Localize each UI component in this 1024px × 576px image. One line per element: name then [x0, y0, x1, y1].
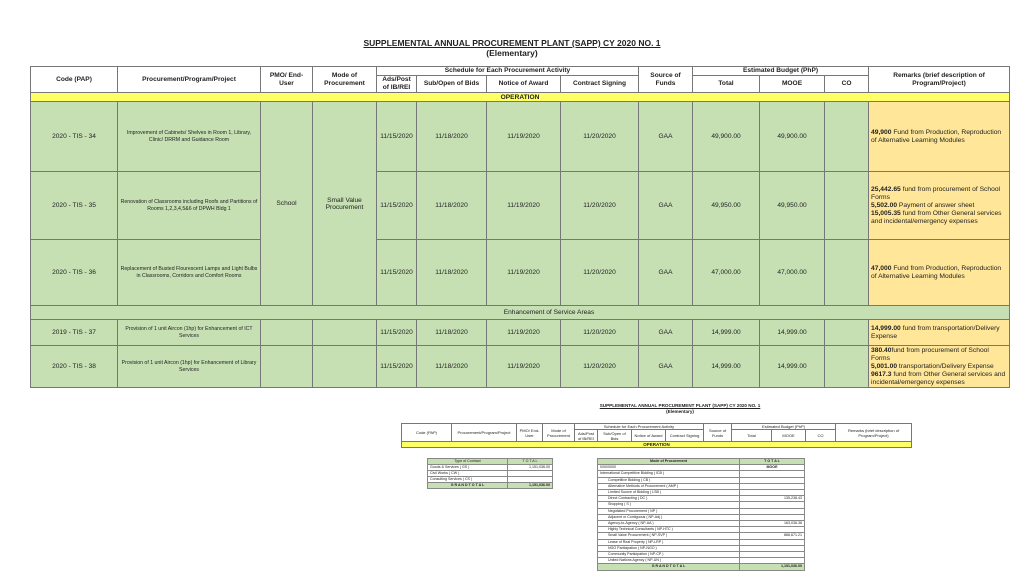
cell-mooe: 49,900.00: [760, 102, 825, 172]
contract-label: Consulting Services ( CS ): [428, 477, 508, 483]
cell-contract: 11/20/2020: [561, 102, 639, 172]
cell-project: Renovation of Classrooms including Roofs and Partitions of Rooms 1,2,3,4,5&6 of DPWH Bldg 1: [118, 172, 261, 240]
cell-pmo: [261, 346, 313, 388]
header-pmo: PMO/ End-User: [261, 67, 313, 93]
mode-label: Limited Source of Bidding ( LSB ): [598, 490, 740, 496]
cell-noa: 11/19/2020: [487, 346, 561, 388]
mini-header-contract: Contract Signing: [666, 430, 704, 442]
remark-text: Payment of answer sheet: [897, 201, 975, 209]
table-row: [31, 102, 1010, 172]
header-budget: Estimated Budget (PhP): [693, 67, 869, 76]
remark-text: fund from Other General services and incidental/emergency expenses: [871, 370, 1006, 386]
mode-label: Community Participation ( NP-CP ): [598, 552, 740, 558]
title-line-1: SUPPLEMENTAL ANNUAL PROCUREMENT PLANT (SAPP) CY 2020 NO. 1: [363, 38, 661, 48]
cell-mode: [313, 320, 377, 346]
mode-summary-table: [597, 458, 805, 571]
cell-project: Replacement of Busted Flourescent Lamps and Light Bulbs in Classrooms, Corridors and Comfort Rooms: [118, 240, 261, 306]
cell-contract: 11/20/2020: [561, 240, 639, 306]
mode-label: Small Value Procurement ( NP-SVP ): [598, 533, 740, 539]
contract-total-header: T O T A L: [508, 459, 553, 465]
cell-source: GAA: [639, 240, 693, 306]
cell-ads: 11/15/2020: [377, 320, 417, 346]
header-noa: Notice of Award: [487, 76, 561, 93]
cell-code: 2020 - TIS - 35: [31, 172, 118, 240]
mini-header-ads: Ads/Post of IB/REI: [575, 430, 598, 442]
remark-line: [871, 210, 1007, 226]
cell-total: 49,900.00: [693, 102, 760, 172]
cell-code: 2020 - TIS - 38: [31, 346, 118, 388]
section-enhancement: Enhancement of Service Areas: [31, 306, 1010, 320]
cell-code: 2020 - TIS - 36: [31, 240, 118, 306]
table-row: [31, 240, 1010, 306]
mode-label: Agency-to-Agency ( NP-AA ): [598, 521, 740, 527]
contract-grand-value: 1,151,036.00: [508, 483, 553, 489]
mode-grand-value: 1,151,036.00: [740, 564, 805, 570]
cell-remarks: [869, 240, 1010, 306]
mode-label: Shopping ( S ): [598, 502, 740, 508]
cell-mooe: 47,000.00: [760, 240, 825, 306]
mode-label: NGO Participation ( NP-NGO ): [598, 545, 740, 551]
mode-value: 866,671.21: [740, 533, 805, 539]
cell-mooe: 14,999.00: [760, 320, 825, 346]
header-mode: Mode of Procurement: [313, 67, 377, 93]
mode-label: Lease of Real Property ( NP-LRP ): [598, 539, 740, 545]
header-co: CO: [825, 76, 869, 93]
procurement-table: [30, 66, 1010, 388]
remark-line: [871, 202, 1007, 210]
mini-header-mooe: MOOE: [772, 430, 806, 442]
mode-label: Competitive Bidding ( CB ): [598, 477, 740, 483]
remark-text: transportation/Delivery Expense: [897, 362, 994, 370]
mode-label: Adjacent or Contiguous ( NP-Adj ): [598, 514, 740, 520]
cell-project: Provision of 1 unit Aircon (1hp) for Enhancement of ICT Services: [118, 320, 261, 346]
cell-source: GAA: [639, 102, 693, 172]
mini-section-operation: OPERATION: [402, 442, 912, 448]
mode-label: Highly Technical Consultants ( NP-HTC ): [598, 527, 740, 533]
mode-value: 163,036.36: [740, 521, 805, 527]
remark-line: [871, 371, 1007, 387]
mini-header-co: CO: [806, 430, 836, 442]
remark-text: Fund from Production, Reproduction of Alternative Learning Modules: [871, 128, 1002, 144]
cell-mode: Small Value Procurement: [313, 102, 377, 306]
contract-type-table: [427, 458, 553, 489]
mode-label: Negotiated Procurement ( NP ): [598, 508, 740, 514]
cell-mode: [313, 346, 377, 388]
cell-co: [825, 320, 869, 346]
remark-text: fund from Other General services and incidental/emergency expenses: [871, 209, 1002, 225]
cell-source: GAA: [639, 172, 693, 240]
mini-header-total: Total: [732, 430, 772, 442]
cell-remarks: [869, 346, 1010, 388]
cell-mooe: 14,999.00: [760, 346, 825, 388]
mini-header-code: Code (PAP): [402, 424, 452, 442]
cell-total: 14,999.00: [693, 320, 760, 346]
table-row: [31, 320, 1010, 346]
cell-co: [825, 240, 869, 306]
mode-header: Mode of Procurement: [598, 459, 740, 465]
cell-noa: 11/19/2020: [487, 172, 561, 240]
cell-ads: 11/15/2020: [377, 172, 417, 240]
remark-amount: 9617.3: [871, 370, 892, 378]
remark-text: fund from procurement of School Forms: [871, 346, 989, 362]
document-title: [0, 38, 1024, 58]
cell-code: 2019 - TIS - 37: [31, 320, 118, 346]
mode-label: Direct Contracting ( DC ): [598, 496, 740, 502]
cell-co: [825, 102, 869, 172]
section-operation: OPERATION: [31, 93, 1010, 102]
remark-amount: 14,999.00: [871, 324, 901, 332]
header-contract: Contract Signing: [561, 76, 639, 93]
cell-total: 14,999.00: [693, 346, 760, 388]
mode-date-note: 0/00/0000: [598, 465, 740, 471]
mini-header-project: Procurement/Program/Project: [452, 424, 517, 442]
cell-sub: 11/18/2020: [417, 240, 487, 306]
header-schedule: Schedule for Each Procurement Activity: [377, 67, 639, 76]
cell-project: Improvement of Cabinets/ Shelves in Room 1, Library, Clinic/ DRRM and Guidance Room: [118, 102, 261, 172]
cell-remarks: [869, 172, 1010, 240]
remark-amount: 5,001.00: [871, 362, 898, 370]
cell-remarks: [869, 102, 1010, 172]
remark-amount: 15,005.35: [871, 209, 901, 217]
summary-header-table: [401, 423, 912, 448]
cell-co: [825, 346, 869, 388]
remark-line: [871, 186, 1007, 202]
remark-amount: 380.40: [871, 346, 892, 354]
cell-co: [825, 172, 869, 240]
remark-amount: 47,000: [871, 264, 892, 272]
table-row: [31, 346, 1010, 388]
remark-amount: 25,442.65: [871, 185, 901, 193]
remark-text: fund from procurement of School Forms: [871, 185, 1001, 201]
mini-header-noa: Notice of Award: [632, 430, 666, 442]
cell-noa: 11/19/2020: [487, 240, 561, 306]
header-code: Code (PAP): [31, 67, 118, 93]
header-remarks: Remarks (brief description of Program/Project): [869, 67, 1010, 93]
cell-ads: 11/15/2020: [377, 102, 417, 172]
contract-label: Goods & Services ( GS ): [428, 465, 508, 471]
header-total: Total: [693, 76, 760, 93]
mode-total-header: T O T A L: [740, 459, 805, 465]
cell-total: 47,000.00: [693, 240, 760, 306]
cell-noa: 11/19/2020: [487, 102, 561, 172]
mode-grand-total: [598, 564, 805, 570]
section-enhancement-row: [31, 306, 1010, 320]
cell-noa: 11/19/2020: [487, 320, 561, 346]
cell-sub: 11/18/2020: [417, 172, 487, 240]
contract-value: 1,151,036.00: [508, 465, 553, 471]
remark-amount: 5,502.00: [871, 201, 898, 209]
header-project: Procurement/Program/Project: [118, 67, 261, 93]
header-source: Source of Funds: [639, 67, 693, 93]
mini-header-source: Source of Funds: [704, 424, 732, 442]
header-sub: Sub/Open of Bids: [417, 76, 487, 93]
contract-grand-label: G R A N D T O T A L: [428, 483, 508, 489]
mode-label: Alternative Methods of Procurement ( AMP ): [598, 483, 740, 489]
mode-label: United Nations Agency ( NP-UN ): [598, 558, 740, 564]
remark-line: [871, 129, 1007, 145]
mode-label: International Competitive Bidding ( ICB ): [598, 471, 740, 477]
cell-sub: 11/18/2020: [417, 346, 487, 388]
mode-mooe-header: MOOE: [740, 465, 805, 471]
cell-pmo: School: [261, 102, 313, 306]
cell-contract: 11/20/2020: [561, 346, 639, 388]
cell-contract: 11/20/2020: [561, 172, 639, 240]
mini-header-pmo: PMO/ End-User: [517, 424, 543, 442]
contract-grand-total: [428, 483, 553, 489]
table-row: [31, 172, 1010, 240]
cell-sub: 11/18/2020: [417, 102, 487, 172]
remark-amount: 49,900: [871, 128, 892, 136]
mini-header-remarks: Remarks (brief description of Program/Project): [836, 424, 912, 442]
remark-line: [871, 363, 1007, 371]
remark-line: [871, 265, 1007, 281]
mode-value: 135,238.43: [740, 496, 805, 502]
cell-project: Provision of 1 unit Aircon (1hp) for Enhancement of Library Services: [118, 346, 261, 388]
summary-title: [430, 403, 930, 415]
summary-title-line-1: SUPPLEMENTAL ANNUAL PROCUREMENT PLANT (SAPP) CY 2020 NO. 1: [599, 403, 761, 408]
cell-source: GAA: [639, 346, 693, 388]
mini-header-schedule: Schedule for Each Procurement Activity: [575, 424, 704, 430]
remark-line: [871, 347, 1007, 363]
mini-header-mode: Mode of Procurement: [543, 424, 575, 442]
mini-header-sub: Sub/Open of Bids: [598, 430, 632, 442]
mode-grand-label: G R A N D T O T A L: [598, 564, 740, 570]
cell-remarks: [869, 320, 1010, 346]
cell-ads: 11/15/2020: [377, 240, 417, 306]
cell-pmo: [261, 320, 313, 346]
contract-type-header: Type of Contract: [428, 459, 508, 465]
cell-total: 49,950.00: [693, 172, 760, 240]
remark-text: fund from transportation/Delivery Expense: [871, 324, 1000, 340]
remark-line: [871, 325, 1007, 341]
cell-source: GAA: [639, 320, 693, 346]
cell-code: 2020 - TIS - 34: [31, 102, 118, 172]
cell-ads: 11/15/2020: [377, 346, 417, 388]
contract-label: Civil Works ( CW ): [428, 471, 508, 477]
mini-header-budget: Estimated Budget (PhP): [732, 424, 836, 430]
summary-title-line-2: (Elementary): [666, 409, 694, 414]
title-line-2: (Elementary): [486, 48, 538, 58]
header-mooe: MOOE: [760, 76, 825, 93]
header-ads: Ads/Post of IB/REI: [377, 76, 417, 93]
cell-mooe: 49,950.00: [760, 172, 825, 240]
remark-text: Fund from Production, Reproduction of Alternative Learning Modules: [871, 264, 1002, 280]
cell-sub: 11/18/2020: [417, 320, 487, 346]
cell-contract: 11/20/2020: [561, 320, 639, 346]
